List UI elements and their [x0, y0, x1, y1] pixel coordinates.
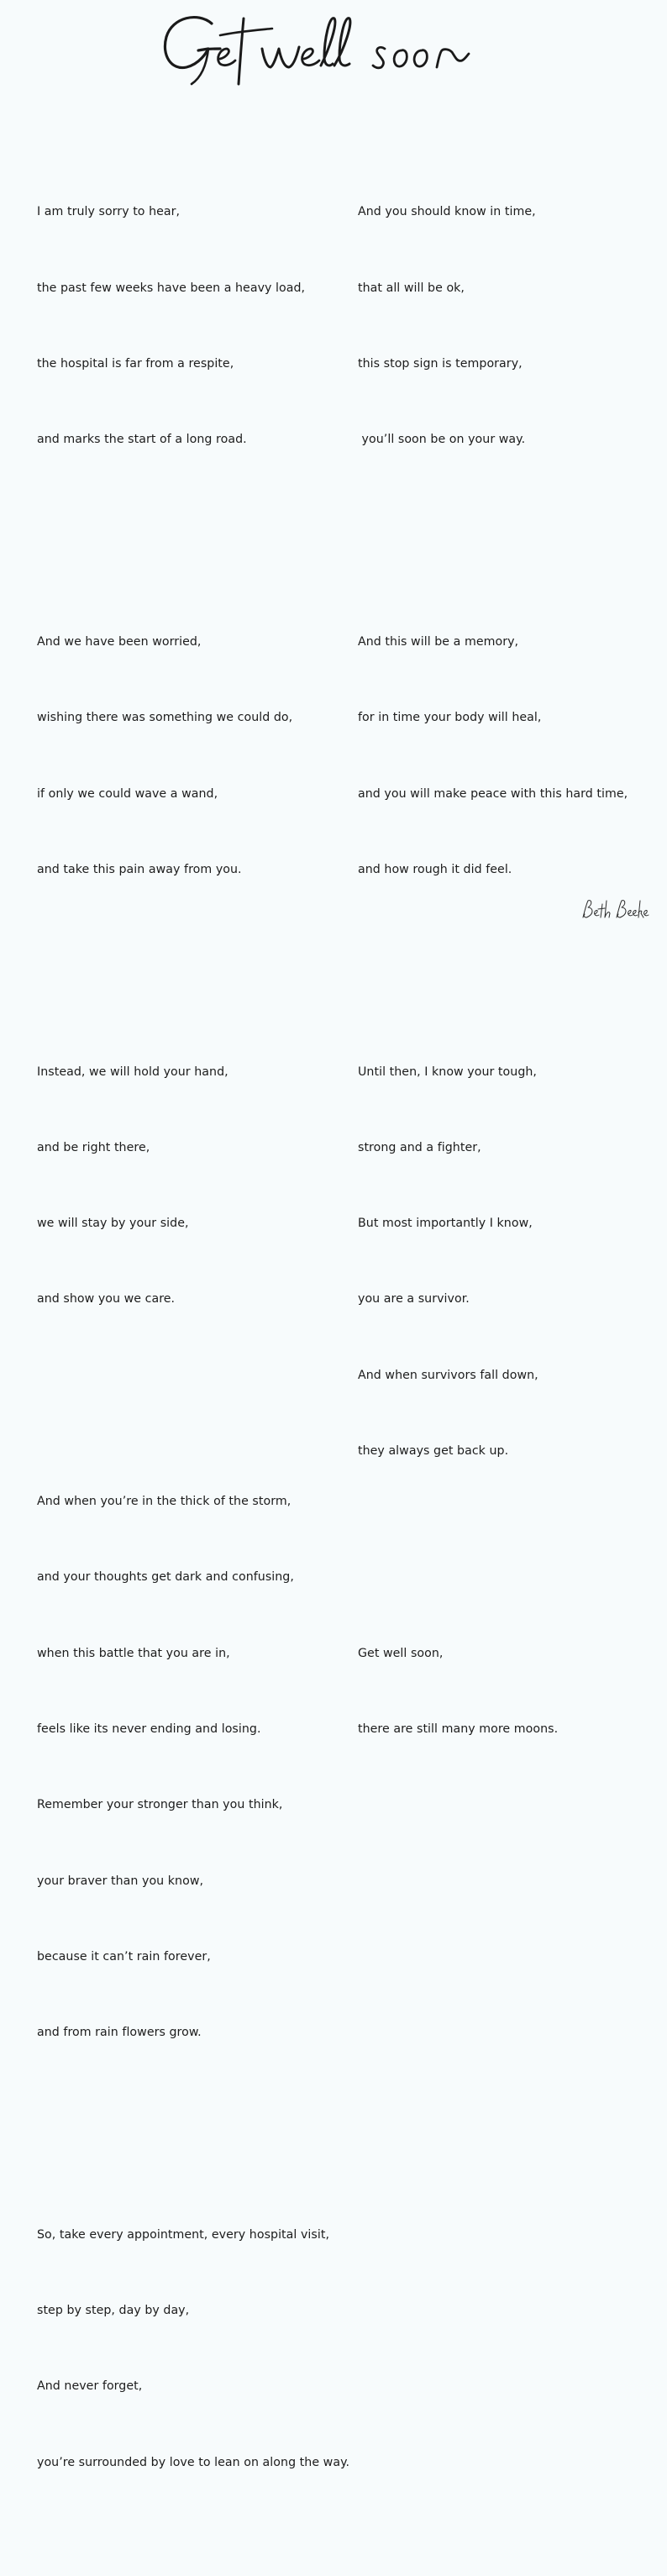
poem-line: they always get back up. [358, 1443, 509, 1458]
poem-line: step by step, day by day, [37, 2304, 190, 2318]
poem-line: the past few weeks have been a heavy load, [37, 281, 306, 295]
poem-line: and show you we care. [37, 1292, 176, 1306]
poem-line: and your thoughts get dark and confusing, [37, 1570, 294, 1585]
poem-line: Get well soon, [358, 1646, 444, 1660]
stanza [37, 2172, 356, 2526]
poem-title [0, 0, 667, 92]
poem-line: you are a survivor. [358, 1292, 470, 1306]
poem-line: And you should know in time, [358, 205, 536, 219]
poem-line: and you will make peace with this hard time, [358, 786, 628, 801]
poem-line: because it can’t rain forever, [37, 1949, 211, 1964]
poem-line: you’re surrounded by love to lean on along the way. [37, 2455, 350, 2469]
stanza [358, 149, 660, 502]
poem-line: there are still many more moons. [358, 1722, 559, 1736]
signature-mark [578, 896, 649, 924]
poem-line: Remember your stronger than you think, [37, 1798, 283, 1812]
poem-line: and how rough it did feel. [358, 862, 512, 876]
stanza [37, 1008, 356, 1362]
poem-line: And when survivors fall down, [358, 1368, 538, 1382]
poem-line: So, take every appointment, every hospital visit, [37, 2227, 330, 2242]
poem-line: and be right there, [37, 1140, 150, 1154]
poem-line: and marks the start of a long road. [37, 433, 247, 447]
title-script-lettering [0, 0, 667, 92]
poem-line: feels like its never ending and losing. [37, 1722, 261, 1736]
poem-line: you’ll soon be on your way. [358, 433, 526, 447]
author-signature [578, 896, 649, 924]
poem-line: And we have been worried, [37, 634, 202, 649]
poem-line: and from rain flowers grow. [37, 2026, 202, 2040]
poem-line: I am truly sorry to hear, [37, 205, 181, 219]
poem-line: we will stay by your side, [37, 1217, 189, 1231]
stanza [358, 1590, 660, 1793]
poem-right-column [358, 98, 660, 1843]
poem-line: Until then, I know your tough, [358, 1065, 537, 1079]
poem-line: wishing there was something we could do, [37, 711, 293, 725]
stanza [358, 579, 660, 933]
poem-line: strong and a fighter, [358, 1140, 481, 1154]
poem-line: But most importantly I know, [358, 1217, 533, 1231]
poem-line: your braver than you know, [37, 1874, 204, 1888]
poem-line: And never forget, [37, 2379, 143, 2394]
poem-line: the hospital is far from a respite, [37, 356, 234, 371]
poem-line: for in time your body will heal, [358, 711, 542, 725]
poem-line: and take this pain away from you. [37, 862, 242, 876]
poem-line: And when you’re in the thick of the storm, [37, 1495, 291, 1509]
stanza [37, 1438, 356, 2095]
poem-line: Instead, we will hold your hand, [37, 1065, 228, 1079]
stanza [37, 579, 356, 933]
stanza [37, 149, 356, 502]
poem-line: And this will be a memory, [358, 634, 519, 649]
poem-line: if only we could wave a wand, [37, 786, 218, 801]
poem-line: this stop sign is temporary, [358, 356, 523, 371]
poem-line: when this battle that you are in, [37, 1646, 230, 1660]
poem-left-column [37, 98, 356, 2576]
stanza [358, 1008, 660, 1514]
poem-line: that all will be ok, [358, 281, 465, 295]
